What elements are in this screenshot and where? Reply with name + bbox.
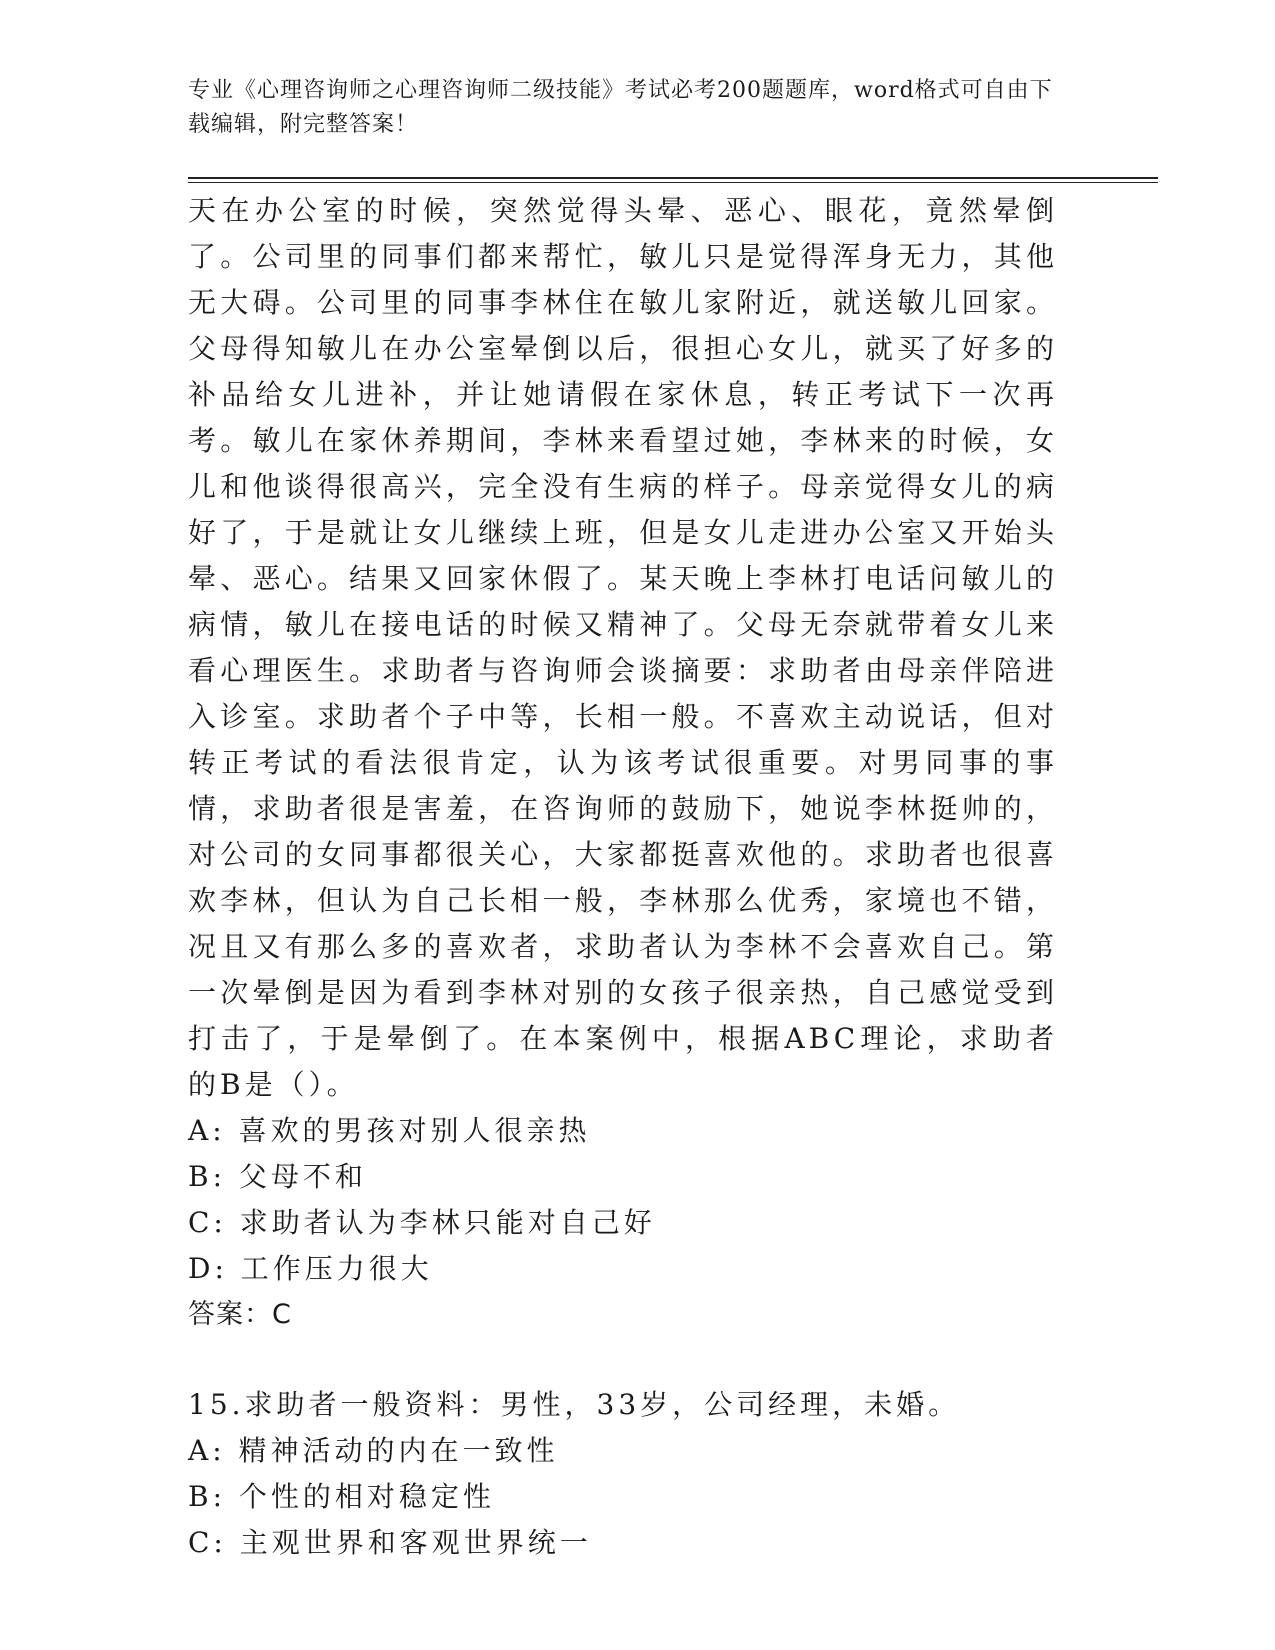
question-15-option-a: A: 精神活动的内在一致性	[188, 1434, 559, 1467]
question-14-passage: 天在办公室的时候，突然觉得头晕、恶心、眼花，竟然晕倒了。公司里的同事们都来帮忙，敏儿只是觉得浑身无力，其他无大碍。公司里的同事李林住在敏儿家附近，就送敏儿回家。父母得知敏儿在办公室晕倒以后，很担心女儿，就买了好多的补品给女儿进补，并让她请假在家休息，转正考试下一次再考。敏儿在家休养期间，李林来看望过她，李林来的时候，女儿和他谈得很高兴，完全没有生病的样子。母亲觉得女儿的病好了，于是就让女儿继续上班，但是女儿走进办公室又开始头晕、恶心。结果又回家休假了。某天晚上李林打电话问敏儿的病情，敏儿在接电话的时候又精神了。父母无奈就带着女儿来看心理医生。求助者与咨询师会谈摘要：求助者由母亲伴陪进入诊室。求助者个子中等，长相一般。不喜欢主动说话，但对转正考试的看法很肯定，认为该考试很重要。对男同事的事情，求助者很是害羞，在咨询师的鼓励下，她说李林挺帅的，对公司的女同事都很关心，大家都挺喜欢他的。求助者也很喜欢李林，但认为自己长相一般，李林那么优秀，家境也不错，况且又有那么多的喜欢者，求助者认为李林不会喜欢自己。第一次晕倒是因为看到李林对别的女孩子很亲热，自己感觉受到打击了，于是晕倒了。在本案例中，根据ABC理论，求助者的B是（）。	[188, 194, 1058, 1101]
question-14-option-a: A: 喜欢的男孩对别人很亲热	[188, 1114, 591, 1147]
question-15-option-c: C: 主观世界和客观世界统一	[188, 1526, 592, 1559]
question-14-answer: 答案：C	[188, 1299, 292, 1330]
question-14-option-d: D: 工作压力很大	[188, 1252, 433, 1285]
question-spacer	[188, 1338, 1058, 1382]
document-body	[188, 188, 1058, 1566]
header-divider-thin	[188, 182, 1158, 183]
document-header: 专业《心理咨询师之心理咨询师二级技能》考试必考200题题库，word格式可自由下载编辑，附完整答案！	[188, 78, 1053, 137]
question-14-option-c: C: 求助者认为李林只能对自己好	[188, 1206, 656, 1239]
question-15-stem: 15.求助者一般资料：男性，33岁，公司经理，未婚。	[188, 1388, 961, 1421]
question-15-option-b: B: 个性的相对稳定性	[188, 1480, 495, 1513]
question-14-option-b: B: 父母不和	[188, 1160, 367, 1193]
header-divider-thick	[188, 177, 1158, 179]
